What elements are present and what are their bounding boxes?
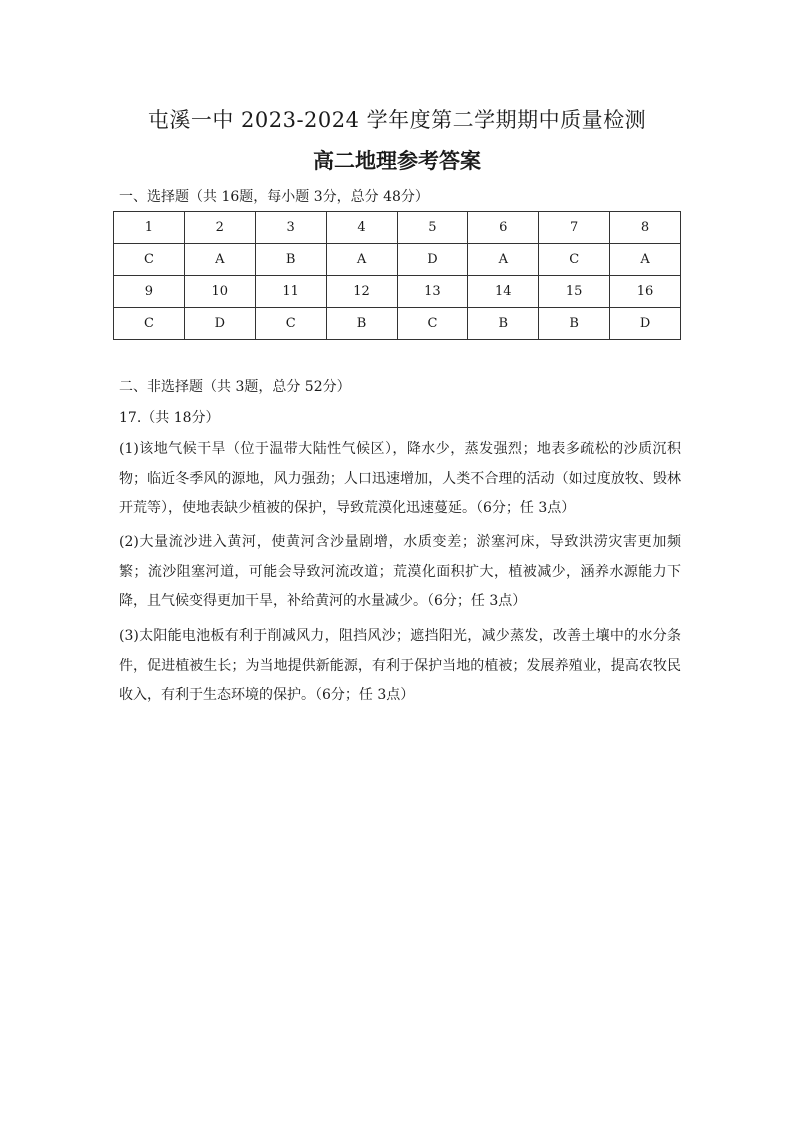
answer-paragraph-3: (3)太阳能电池板有利于削减风力，阻挡风沙；遮挡阳光，减少蒸发，改善土壤中的水分条件，促进植被生长；为当地提供新能源，有利于保护当地的植被；发展养殖业，提高农牧民收入，有利于生态环境的保护。（6分；任 3点） [119, 628, 681, 703]
question-number-cell: 5 [397, 212, 468, 244]
answer-cell: A [468, 244, 539, 276]
answer-cell: B [255, 244, 326, 276]
question-number-cell: 3 [255, 212, 326, 244]
section1-heading: 一、选择题（共 16题，每小题 3分，总分 48分） [119, 189, 429, 205]
document-subtitle: 高二地理参考答案 [313, 149, 481, 173]
table-row [114, 308, 681, 340]
answer-cell: C [539, 244, 610, 276]
answer-cell: A [184, 244, 255, 276]
question-number-cell: 16 [610, 276, 681, 308]
answer-cell: B [326, 308, 397, 340]
question-number-cell: 4 [326, 212, 397, 244]
question-number-cell: 8 [610, 212, 681, 244]
question-number-cell: 12 [326, 276, 397, 308]
answer-cell: A [326, 244, 397, 276]
answer-cell: B [468, 308, 539, 340]
table-row [114, 244, 681, 276]
answer-cell: C [114, 308, 185, 340]
answer-cell: A [610, 244, 681, 276]
answer-cell: C [255, 308, 326, 340]
answer-cell: B [539, 308, 610, 340]
answer-cell: D [184, 308, 255, 340]
question-number-cell: 15 [539, 276, 610, 308]
question-17-heading: 17.（共 18分） [119, 410, 220, 426]
question-number-cell: 7 [539, 212, 610, 244]
answer-cell: C [397, 308, 468, 340]
answer-cell: C [114, 244, 185, 276]
document-title: 屯溪一中 2023-2024 学年度第二学期期中质量检测 [147, 108, 647, 132]
question-number-cell: 1 [114, 212, 185, 244]
question-number-cell: 10 [184, 276, 255, 308]
choice-answer-table [113, 211, 681, 340]
question-number-cell: 2 [184, 212, 255, 244]
answer-paragraph-1: (1)该地气候干旱（位于温带大陆性气候区），降水少，蒸发强烈；地表多疏松的沙质沉积物；临近冬季风的源地，风力强劲；人口迅速增加，人类不合理的活动（如过度放牧、毁林开荒等），使地表缺少植被的保护，导致荒漠化迅速蔓延。（6分；任 3点） [119, 441, 681, 516]
answer-paragraph-2: (2)大量流沙进入黄河，使黄河含沙量剧增，水质变差；淤塞河床，导致洪涝灾害更加频繁；流沙阻塞河道，可能会导致河流改道；荒漠化面积扩大，植被减少，涵养水源能力下降，且气候变得更加干旱，补给黄河的水量减少。（6分；任 3点） [119, 534, 681, 609]
question-number-cell: 9 [114, 276, 185, 308]
answer-cell: D [610, 308, 681, 340]
answer-cell: D [397, 244, 468, 276]
table-row [114, 276, 681, 308]
question-number-cell: 11 [255, 276, 326, 308]
table-row [114, 212, 681, 244]
question-number-cell: 13 [397, 276, 468, 308]
section2-heading: 二、非选择题（共 3题，总分 52分） [119, 379, 351, 395]
question-number-cell: 14 [468, 276, 539, 308]
question-number-cell: 6 [468, 212, 539, 244]
